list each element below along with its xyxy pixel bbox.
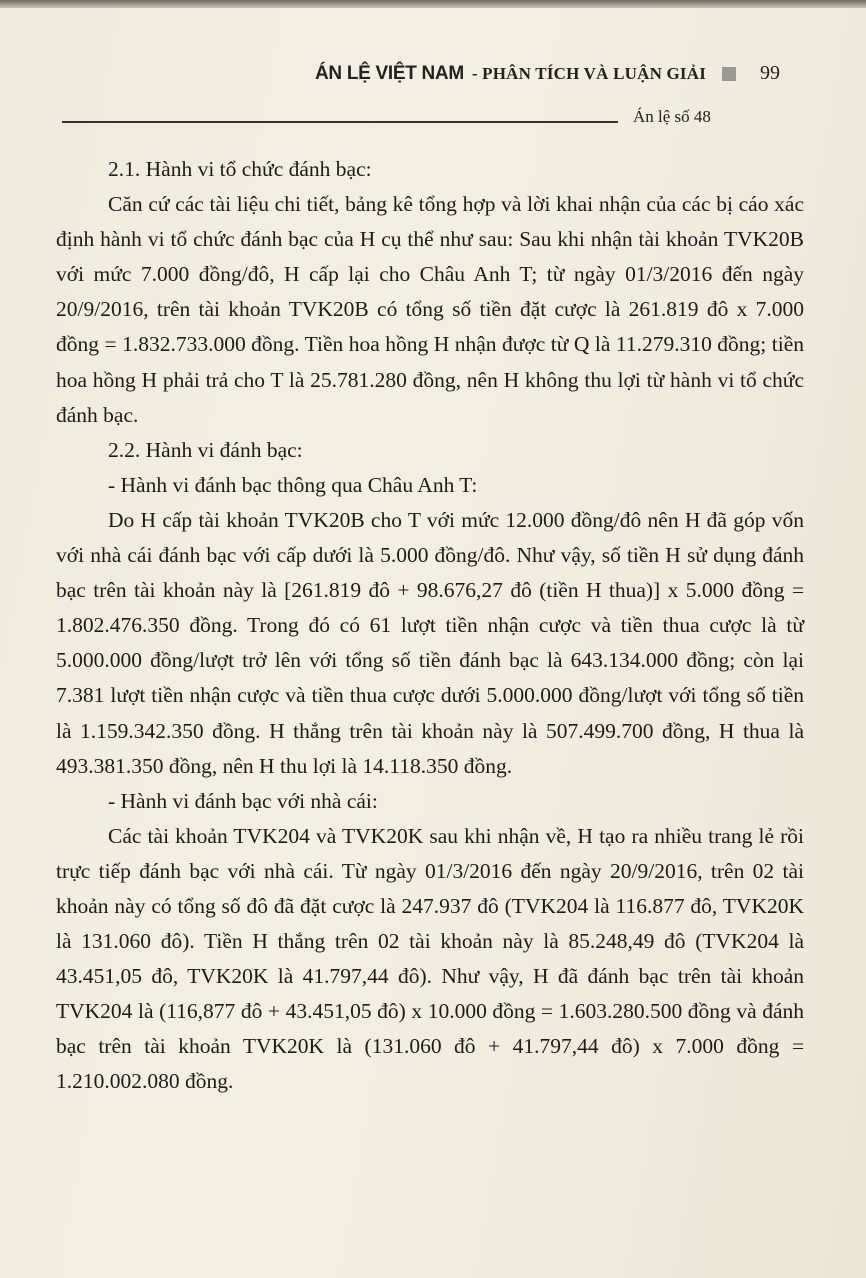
paragraph-gambling-with-dealer: Các tài khoản TVK204 và TVK20K sau khi nhận về, H tạo ra nhiều trang lẻ rồi trực tiếp đánh bạc với nhà cái. Từ ngày 01/3/2016 đến ngày 20/9/2016, trên 02 tài khoản này có tổng số đô đã đặt cược là 247.937 đô (TVK204 là 116.877 đô, TVK20K là 131.060 đô). Tiền H thắng trên 02 tài khoản này là 85.248,49 đô (TVK204 là 43.451,05 đô, TVK20K là 41.797,44 đô). Như vậy, H đã đánh bạc trên tài khoản TVK204 là (116,877 đô + 43.451,05 đô) x 10.000 đồng = 1.603.280.500 đồng và đánh bạc trên tài khoản TVK20K là (131.060 đô + 41.797,44 đô) x 7.000 đồng = 1.210.002.080 đồng. [56,823,804,1094]
page-body [56,152,804,1100]
page-top-edge [0,0,866,8]
book-subtitle: - PHÂN TÍCH VÀ LUẬN GIẢI [471,63,707,83]
case-number: Án lệ số 48 [633,107,711,126]
paragraph-organizing-gambling: Căn cứ các tài liệu chi tiết, bảng kê tổng hợp và lời khai nhận của các bị cáo xác định hành vi tổ chức đánh bạc của H cụ thể như sau: Sau khi nhận tài khoản TVK20B với mức 7.000 đồng/đô, H cấp lại cho Châu Anh T; từ ngày 01/3/2016 đến ngày 20/9/2016, trên tài khoản TVK20B có tổng số tiền đặt cược là 261.819 đô x 7.000 đồng = 1.832.733.000 đồng. Tiền hoa hồng H nhận được từ Q là 11.279.310 đồng; tiền hoa hồng H phải trả cho T là 25.781.280 đồng, nên H không thu lợi từ hành vi tổ chức đánh bạc. [56,192,804,427]
running-header [315,62,780,85]
header-square-ornament [722,67,736,81]
section-heading-2-1: 2.1. Hành vi tổ chức đánh bạc: [108,157,372,181]
section-heading-2-2: 2.2. Hành vi đánh bạc: [108,437,303,462]
paragraph-gambling-via-t: Do H cấp tài khoản TVK20B cho T với mức 12.000 đồng/đô nên H đã góp vốn với nhà cái đánh bạc với cấp dưới là 5.000 đồng/đô. Như vậy, số tiền H sử dụng đánh bạc trên tài khoản này là [261.819 đô + 98.676,27 đô (tiền H thua)] x 5.000 đồng = 1.802.476.350 đồng. Trong đó có 61 lượt tiền nhận cược và tiền thua cược là từ 5.000.000 đồng/lượt trở lên với tổng số tiền đánh bạc là 643.134.000 đồng; còn lại 7.381 lượt tiền nhận cược và tiền thua cược dưới 5.000.000 đồng/lượt với tổng số tiền là 1.159.342.350 đồng. H thắng trên tài khoản này là 507.499.700 đồng, H thua là 493.381.350 đồng, nên H thu lợi là 14.118.350 đồng. [56,507,804,778]
subheading-with-dealer: - Hành vi đánh bạc với nhà cái: [108,788,378,813]
book-title: ÁN LỆ VIỆT NAM [315,62,464,84]
subheading-via-chau-anh-t: - Hành vi đánh bạc thông qua Châu Anh T: [108,472,478,497]
header-rule [62,121,618,123]
page-number: 99 [760,62,781,84]
